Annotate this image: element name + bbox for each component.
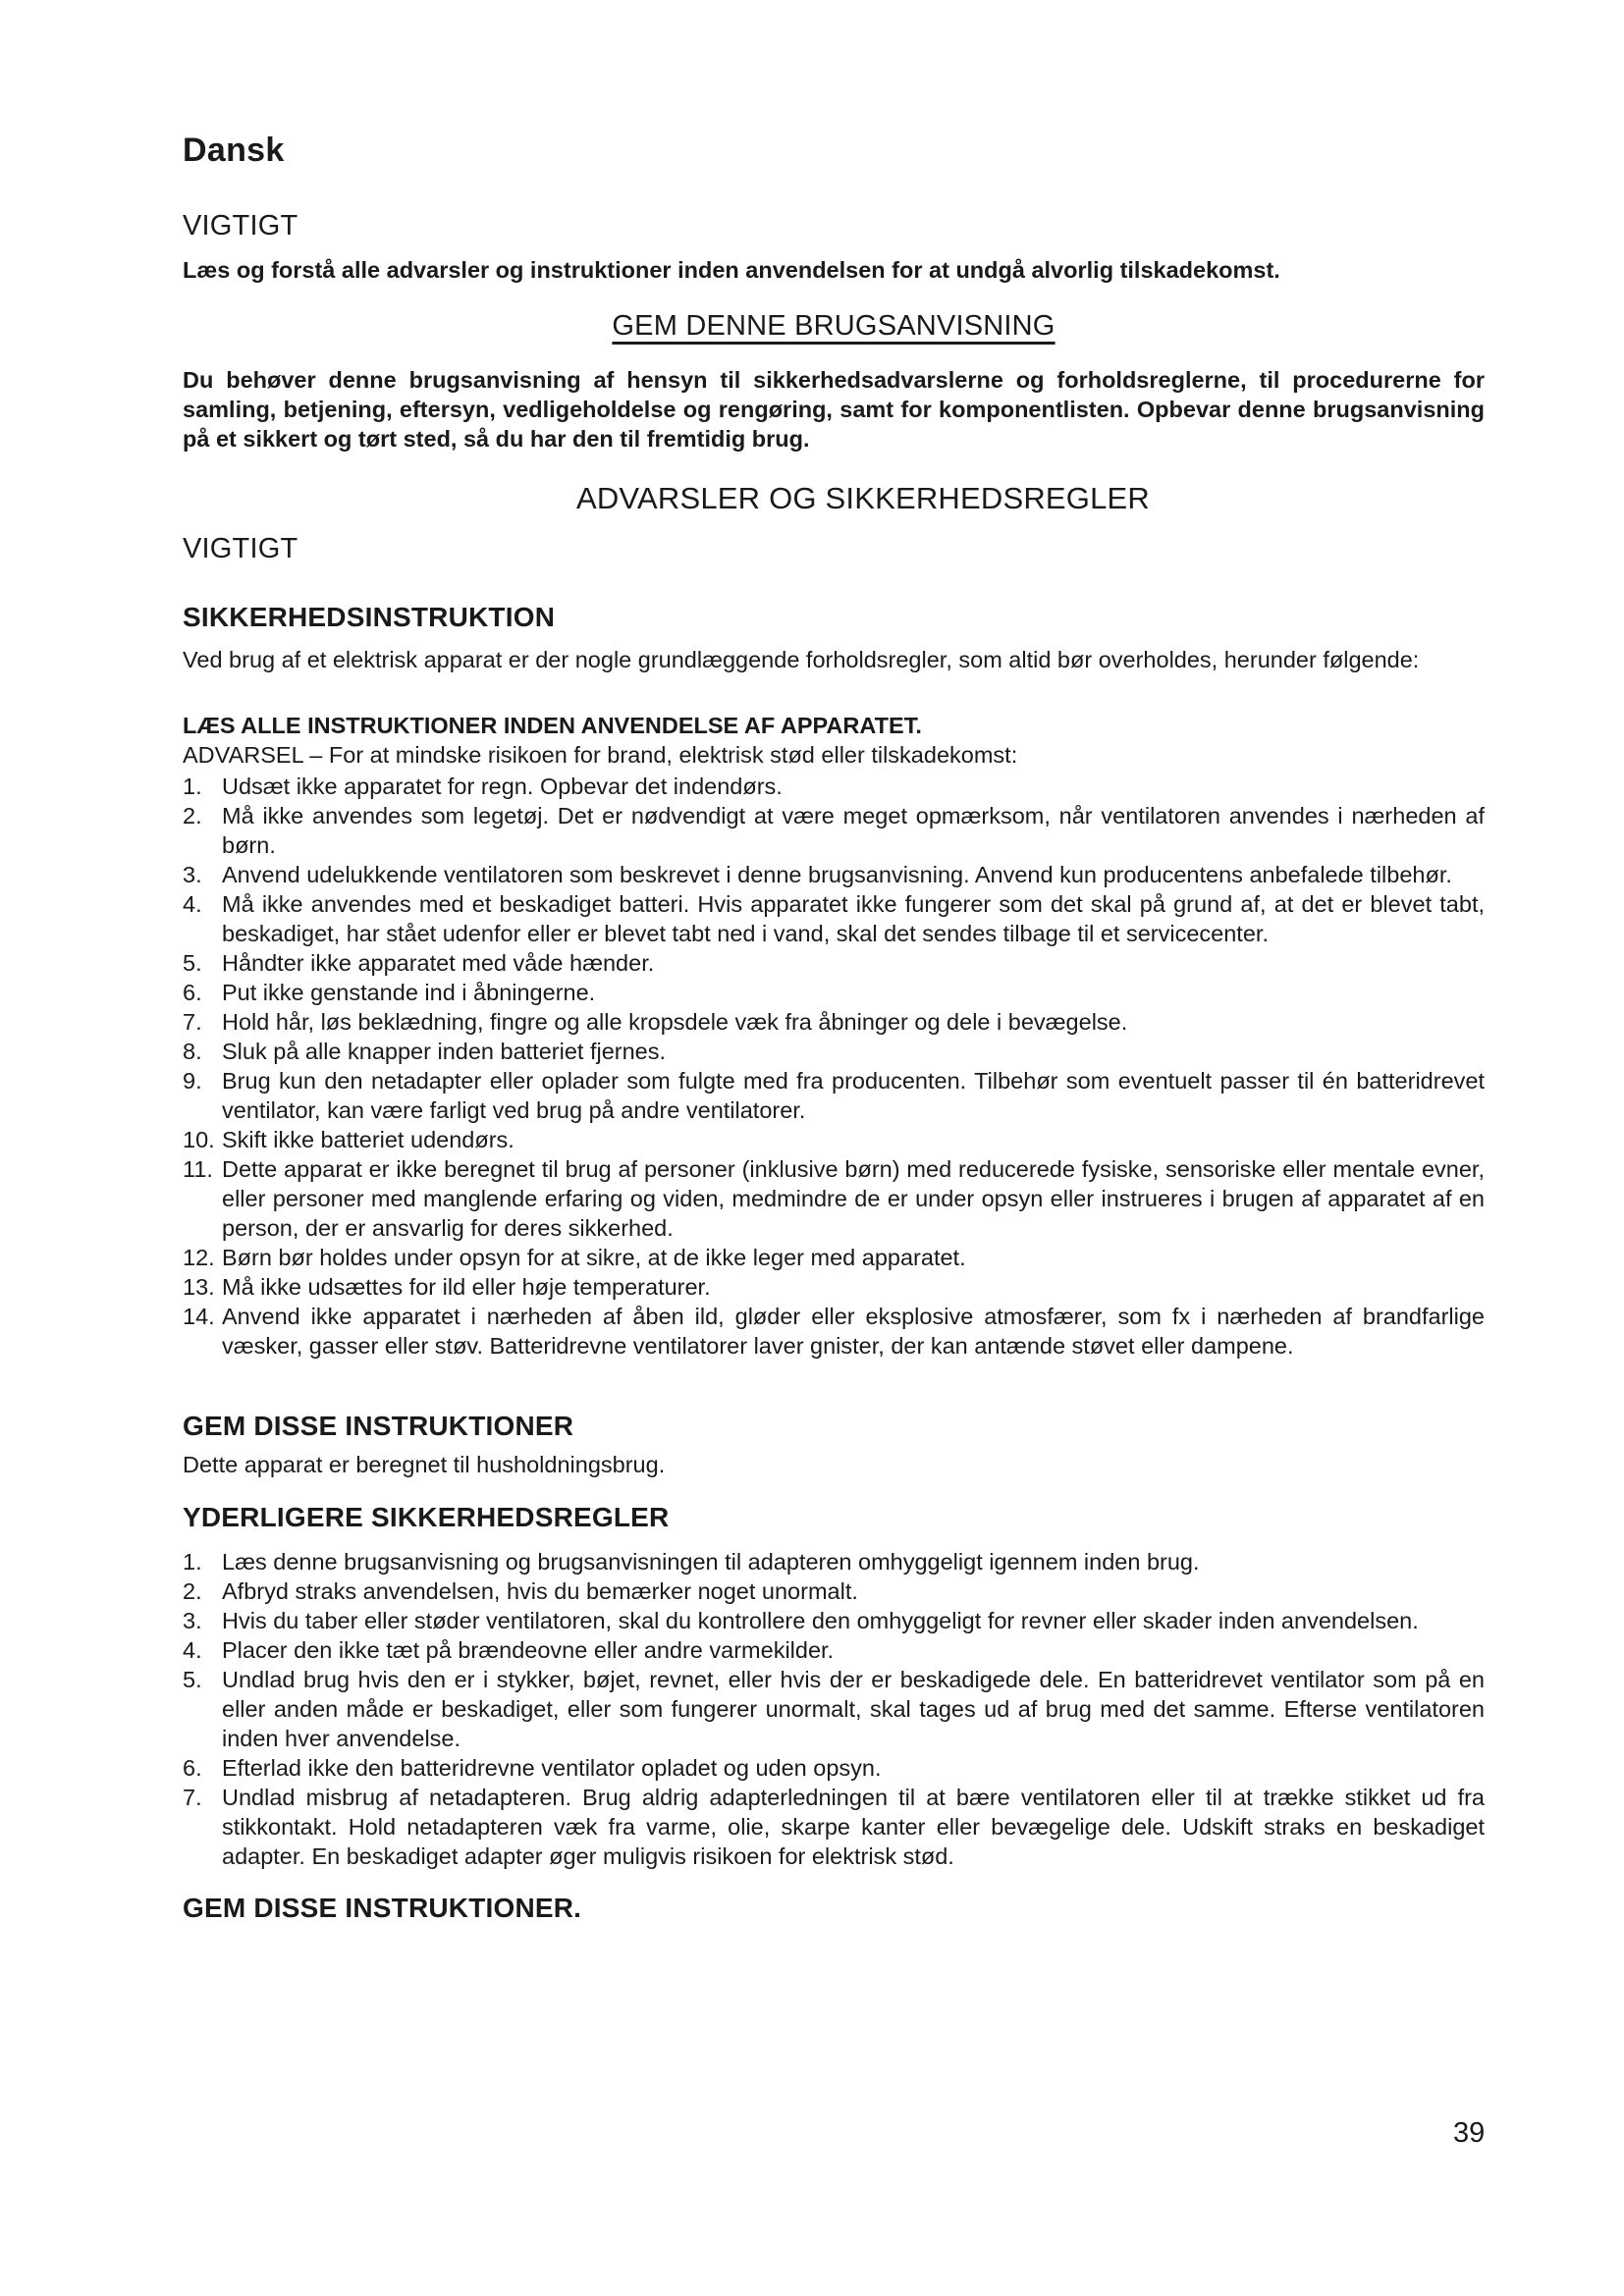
list-item: 7. Hold hår, løs beklædning, fingre og alle kropsdele væk fra åbninger og dele i bevægelse. <box>183 1009 1128 1035</box>
save-manual-heading-text: GEM DENNE BRUGSANVISNING <box>612 310 1056 342</box>
list-item: 1. Udsæt ikke apparatet for regn. Opbevar det indendørs. <box>183 774 783 799</box>
list-item: 6. Put ikke genstande ind i åbningerne. <box>183 980 596 1005</box>
list-item: 14. Anvend ikke apparatet i nærheden af åben ild, gløder eller eksplosive atmosfærer, som fx i nærheden af brandfarlige væsker, gasser eller støv. Batteridrevne ventilatorer laver gnister, der kan antænde støvet eller dampene. <box>183 1304 1485 1359</box>
list-item: 6. Efterlad ikke den batteridrevne ventilator opladet og uden opsyn. <box>183 1755 882 1781</box>
extra-safety-heading: YDERLIGERE SIKKERHEDSREGLER <box>183 1502 670 1532</box>
list-item: 5. Undlad brug hvis den er i stykker, bøjet, revnet, eller hvis der er beskadigede dele. En batteridrevet ventilator som på en eller anden måde er beskadiget, eller som fungerer unormalt, skal tages ud af brug med det samme. Efterse ventilatoren inden hver anvendelse. <box>183 1667 1485 1751</box>
save-manual-heading <box>183 310 1485 343</box>
list-item: 8. Sluk på alle knapper inden batteriet fjernes. <box>183 1039 667 1064</box>
list-item: 1. Læs denne brugsanvisning og brugsanvisningen til adapteren omhyggeligt igennem inden brug. <box>183 1549 1200 1575</box>
list-item: 4. Må ikke anvendes med et beskadiget batteri. Hvis apparatet ikke fungerer som det skal på grund af, at det er blevet tabt, beskadiget, har stået udenfor eller er blevet tabt ned i vand, skal det sendes tilbage til et servicecenter. <box>183 891 1485 946</box>
list-item: 9. Brug kun den netadapter eller oplader som fulgte med fra producenten. Tilbehør som eventuelt passer til én batteridrevet ventilator, kan være farligt ved brug på andre ventilatorer. <box>183 1068 1485 1123</box>
gem-heading-1: GEM DISSE INSTRUKTIONER <box>183 1411 574 1441</box>
read-all-heading: LÆS ALLE INSTRUKTIONER INDEN ANVENDELSE AF APPARATET. <box>183 713 922 738</box>
list-item: 2. Må ikke anvendes som legetøj. Det er nødvendigt at være meget opmærksom, når ventilatoren anvendes i nærheden af børn. <box>183 803 1485 858</box>
gem-heading-2: GEM DISSE INSTRUKTIONER. <box>183 1893 582 1923</box>
intro-warning: Læs og forstå alle advarsler og instruktioner inden anvendelsen for at undgå alvorlig tilskadekomst. <box>183 257 1280 283</box>
language-heading: Dansk <box>183 132 285 169</box>
save-manual-text: Du behøver denne brugsanvisning af hensyn til sikkerhedsadvarslerne og forholdsreglerne, til procedurerne for samling, betjening, eftersyn, vedligeholdelse og rengøring, samt for komponentlisten. Opbevar denne brugsanvisning på et sikkert og tørt sted, så du har den til fremtidig brug. <box>183 367 1485 452</box>
list-item: 13. Må ikke udsættes for ild eller høje temperaturer. <box>183 1274 711 1300</box>
extra-safety-list <box>183 1547 1485 1871</box>
safety-list <box>183 772 1485 1361</box>
household-text: Dette apparat er beregnet til husholdningsbrug. <box>183 1452 666 1477</box>
list-item: 2. Afbryd straks anvendelsen, hvis du bemærker noget unormalt. <box>183 1578 858 1604</box>
list-item: 3. Anvend udelukkende ventilatoren som beskrevet i denne brugsanvisning. Anvend kun producentens anbefalede tilbehør. <box>183 862 1452 887</box>
safety-intro: Ved brug af et elektrisk apparat er der nogle grundlæggende forholdsregler, som altid bør overholdes, herunder følgende: <box>183 647 1420 672</box>
list-item: 10. Skift ikke batteriet udendørs. <box>183 1127 514 1152</box>
list-item: 5. Håndter ikke apparatet med våde hænder. <box>183 950 655 976</box>
list-item: 12. Børn bør holdes under opsyn for at sikre, at de ikke leger med apparatet. <box>183 1245 966 1270</box>
page-number: 39 <box>1453 2117 1486 2149</box>
list-item: 3. Hvis du taber eller støder ventilatoren, skal du kontrollere den omhyggeligt for revner eller skader inden anvendelsen. <box>183 1608 1419 1633</box>
list-item: 11. Dette apparat er ikke beregnet til brug af personer (inklusive børn) med reducerede fysiske, sensoriske eller mentale evner, eller personer med manglende erfaring og viden, medmindre de er under opsyn eller instrueres i brugen af apparatet af en person, der er ansvarlig for deres sikkerhed. <box>183 1156 1485 1241</box>
vigtigt-heading-1: VIGTIGT <box>183 210 298 241</box>
safety-heading: SIKKERHEDSINSTRUKTION <box>183 602 556 632</box>
list-item: 4. Placer den ikke tæt på brændeovne eller andre varmekilder. <box>183 1637 835 1663</box>
list-item: 7. Undlad misbrug af netadapteren. Brug aldrig adapterledningen til at bære ventilatoren eller til at trække stikket ud fra stikkontakt. Hold netadapteren væk fra varme, olie, skarpe kanter eller bevægelige dele. Udskift straks en beskadiget adapter. En beskadiget adapter øger muligvis risikoen for elektrisk stød. <box>183 1785 1485 1869</box>
warnings-heading: ADVARSLER OG SIKKERHEDSREGLER <box>575 481 1151 515</box>
advarsel-line: ADVARSEL – For at mindske risikoen for brand, elektrisk stød eller tilskadekomst: <box>183 742 1018 768</box>
vigtigt-heading-2: VIGTIGT <box>183 533 298 564</box>
